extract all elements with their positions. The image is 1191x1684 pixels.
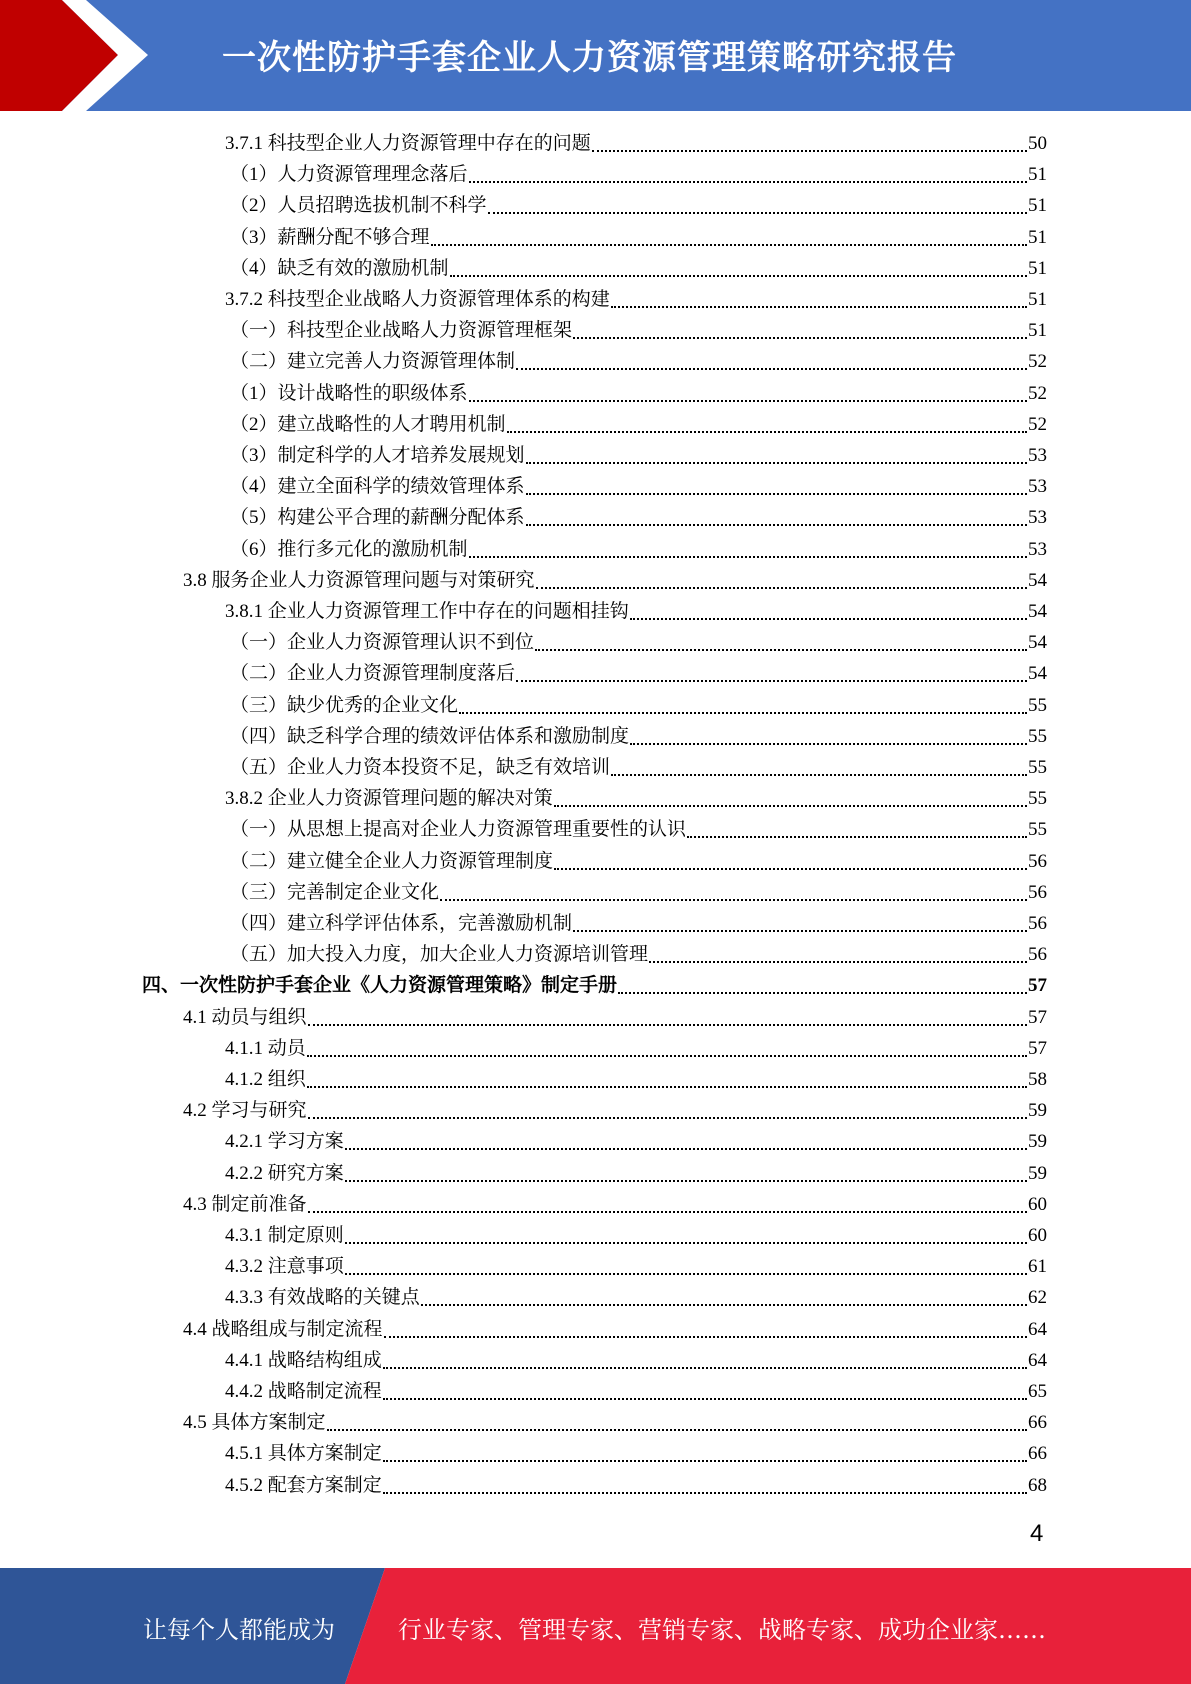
toc-entry-title: 4.4 战略组成与制定流程 — [183, 1318, 383, 1340]
toc-entry-title: 4.4.2 战略制定流程 — [225, 1381, 382, 1402]
toc-dot-leader — [307, 1054, 1027, 1057]
toc-dot-leader — [308, 1210, 1027, 1213]
toc-entry[interactable] — [230, 752, 1047, 783]
page-number: 4 — [1030, 1520, 1044, 1547]
toc-entry-page: 53 — [1028, 445, 1047, 466]
toc-entry-page: 57 — [1028, 975, 1047, 997]
toc-dot-leader — [431, 243, 1027, 246]
toc-entry-page: 61 — [1028, 1256, 1047, 1278]
toc-dot-leader — [649, 960, 1027, 963]
toc-entry-title: 4.2.1 学习方案 — [225, 1131, 344, 1153]
toc-dot-leader — [469, 555, 1027, 558]
toc-entry-title: （四）缺乏科学合理的绩效评估体系和激励制度 — [230, 725, 630, 747]
toc-dot-leader — [592, 149, 1027, 152]
toc-entry-title: 4.3.3 有效战略的关键点 — [225, 1287, 420, 1309]
toc-dot-leader — [308, 1116, 1027, 1119]
toc-dot-leader — [469, 399, 1027, 402]
toc-entry-page: 56 — [1028, 881, 1047, 903]
toc-entry-page: 54 — [1028, 632, 1047, 654]
toc-entry[interactable] — [183, 1407, 1047, 1438]
toc-entry[interactable] — [230, 908, 1047, 939]
toc-entry[interactable] — [183, 1002, 1047, 1033]
toc-entry-page: 59 — [1028, 1100, 1047, 1122]
toc-dot-leader — [526, 492, 1027, 495]
toc-entry-title: 3.7.2 科技型企业战略人力资源管理体系的构建 — [225, 289, 610, 310]
toc-entry-page: 60 — [1028, 1193, 1047, 1215]
toc-entry-page: 56 — [1028, 850, 1047, 872]
toc-entry[interactable] — [230, 877, 1047, 908]
toc-entry[interactable] — [225, 1033, 1047, 1064]
toc-dot-leader — [383, 1459, 1027, 1462]
toc-dot-leader — [450, 274, 1027, 277]
toc-entry-page: 52 — [1028, 413, 1047, 435]
toc-entry-page: 54 — [1028, 569, 1047, 591]
footer-slogan-right: 行业专家、管理专家、营销专家、战略专家、成功企业家…… — [398, 1616, 1046, 1644]
toc-entry-title: （2）人员招聘选拔机制不科学 — [230, 195, 487, 217]
toc-entry-title: （3）薪酬分配不够合理 — [230, 226, 430, 248]
toc-entry-page: 56 — [1028, 944, 1047, 966]
toc-dot-leader — [459, 711, 1027, 714]
toc-dot-leader — [469, 180, 1027, 183]
toc-entry[interactable] — [230, 690, 1047, 721]
toc-entry-title: 3.8.2 企业人力资源管理问题的解决对策 — [225, 788, 553, 810]
toc-dot-leader — [384, 1335, 1027, 1338]
toc-entry-page: 55 — [1028, 725, 1047, 747]
toc-entry-title: （4）缺乏有效的激励机制 — [230, 257, 449, 279]
toc-dot-leader — [345, 1179, 1027, 1182]
toc-entry-title: （1）人力资源管理理念落后 — [230, 164, 468, 186]
toc-entry-title: （三）缺少优秀的企业文化 — [230, 694, 459, 716]
page-header — [0, 0, 1191, 111]
toc-entry[interactable] — [142, 970, 1047, 1001]
toc-entry[interactable] — [225, 1158, 1047, 1189]
toc-entry[interactable] — [230, 846, 1047, 877]
toc-dot-leader — [630, 742, 1027, 745]
toc-entry-page: 66 — [1028, 1412, 1047, 1434]
toc-entry-page: 62 — [1028, 1287, 1047, 1309]
toc-dot-leader — [611, 305, 1027, 308]
toc-entry[interactable] — [230, 534, 1047, 565]
toc-entry[interactable] — [230, 814, 1047, 845]
toc-entry-page: 51 — [1028, 164, 1047, 186]
toc-entry-page: 64 — [1028, 1318, 1047, 1340]
toc-dot-leader — [327, 1428, 1027, 1431]
toc-dot-leader — [516, 367, 1027, 370]
toc-entry[interactable] — [230, 253, 1047, 284]
toc-entry-title: （二）建立完善人力资源管理体制 — [230, 351, 516, 373]
toc-entry-title: 4.1 动员与组织 — [183, 1006, 307, 1028]
toc-entry[interactable] — [230, 346, 1047, 377]
toc-entry[interactable] — [183, 1189, 1047, 1220]
toc-entry[interactable] — [230, 502, 1047, 533]
toc-entry-title: 4.2.2 研究方案 — [225, 1162, 344, 1184]
toc-entry-page: 51 — [1028, 289, 1047, 310]
toc-entry-title: 3.7.1 科技型企业人力资源管理中存在的问题 — [225, 133, 591, 154]
toc-dot-leader — [573, 929, 1027, 932]
toc-entry[interactable] — [230, 627, 1047, 658]
toc-entry-title: （1）设计战略性的职级体系 — [230, 382, 468, 404]
toc-dot-leader — [526, 523, 1027, 526]
toc-entry-title: （五）加大投入力度，加大企业人力资源培训管理 — [230, 944, 649, 966]
toc-entry-title: 4.5.2 配套方案制定 — [225, 1474, 382, 1496]
toc-dot-leader — [535, 648, 1027, 651]
toc-dot-leader — [536, 586, 1027, 589]
toc-entry-title: （一）科技型企业战略人力资源管理框架 — [230, 320, 573, 342]
toc-dot-leader — [440, 898, 1027, 901]
toc-entry-title: （4）建立全面科学的绩效管理体系 — [230, 476, 525, 498]
toc-entry-title: 3.8.1 企业人力资源管理工作中存在的问题相挂钩 — [225, 601, 629, 622]
toc-entry-page: 51 — [1028, 226, 1047, 248]
toc-dot-leader — [345, 1241, 1027, 1244]
toc-entry-page: 53 — [1028, 476, 1047, 498]
toc-entry[interactable] — [225, 1064, 1047, 1095]
toc-entry-title: 4.5.1 具体方案制定 — [225, 1443, 382, 1465]
toc-entry[interactable] — [230, 939, 1047, 970]
toc-entry-title: （5）构建公平合理的薪酬分配体系 — [230, 507, 525, 529]
toc-entry-title: （2）建立战略性的人才聘用机制 — [230, 413, 506, 435]
toc-entry[interactable] — [225, 1470, 1047, 1501]
toc-dot-leader — [345, 1272, 1027, 1275]
toc-entry-page: 56 — [1028, 913, 1047, 934]
toc-dot-leader — [687, 835, 1027, 838]
toc-entry[interactable] — [230, 471, 1047, 502]
toc-entry[interactable] — [230, 440, 1047, 471]
toc-entry-title: 4.3.1 制定原则 — [225, 1225, 344, 1246]
toc-entry-page: 68 — [1028, 1474, 1047, 1496]
toc-entry-page: 65 — [1028, 1381, 1047, 1402]
toc-entry-page: 51 — [1028, 320, 1047, 342]
toc-entry[interactable] — [183, 1095, 1047, 1126]
toc-entry-title: 3.8 服务企业人力资源管理问题与对策研究 — [183, 569, 535, 591]
toc-entry[interactable] — [225, 128, 1047, 159]
toc-entry[interactable] — [183, 1314, 1047, 1345]
toc-entry[interactable] — [230, 378, 1047, 409]
toc-entry-title: （三）完善制定企业文化 — [230, 881, 440, 903]
toc-entry[interactable] — [225, 783, 1047, 814]
toc-entry-page: 57 — [1028, 1037, 1047, 1059]
toc-entry-page: 51 — [1028, 257, 1047, 279]
toc-entry-page: 53 — [1028, 538, 1047, 560]
toc-entry-page: 57 — [1028, 1006, 1047, 1028]
toc-dot-leader — [383, 1397, 1027, 1400]
toc-entry-page: 59 — [1028, 1162, 1047, 1184]
toc-entry[interactable] — [225, 1220, 1047, 1251]
toc-entry-title: （二）建立健全企业人力资源管理制度 — [230, 850, 554, 872]
toc-entry-title: 4.3 制定前准备 — [183, 1193, 307, 1215]
toc-dot-leader — [507, 430, 1027, 433]
toc-dot-leader — [488, 211, 1027, 214]
toc-entry-title: 四、一次性防护手套企业《人力资源管理策略》制定手册 — [142, 975, 618, 997]
toc-dot-leader — [630, 617, 1027, 620]
toc-entry-page: 58 — [1028, 1069, 1047, 1090]
toc-dot-leader — [307, 1085, 1027, 1088]
toc-entry-page: 66 — [1028, 1443, 1047, 1465]
toc-entry-page: 55 — [1028, 694, 1047, 716]
toc-entry-title: 4.3.2 注意事项 — [225, 1256, 344, 1278]
toc-entry[interactable] — [225, 1251, 1047, 1282]
toc-entry-title: 4.1.2 组织 — [225, 1069, 306, 1090]
toc-entry-title: （6）推行多元化的激励机制 — [230, 538, 468, 560]
toc-entry-page: 55 — [1028, 819, 1047, 841]
page-footer — [0, 1568, 1191, 1684]
toc-entry-title: （四）建立科学评估体系，完善激励机制 — [230, 913, 573, 934]
toc-entry-page: 54 — [1028, 663, 1047, 685]
toc-entry[interactable] — [225, 596, 1047, 627]
toc-dot-leader — [573, 336, 1027, 339]
toc-dot-leader — [308, 1023, 1027, 1026]
toc-dot-leader — [383, 1366, 1027, 1369]
toc-dot-leader — [618, 991, 1027, 994]
toc-entry[interactable] — [225, 1282, 1047, 1313]
toc-entry-page: 60 — [1028, 1225, 1047, 1246]
footer-slogan-left: 让每个人都能成为 — [143, 1616, 335, 1644]
toc-entry[interactable] — [230, 222, 1047, 253]
toc-entry[interactable] — [183, 565, 1047, 596]
toc-dot-leader — [554, 867, 1027, 870]
toc-entry-title: （3）制定科学的人才培养发展规划 — [230, 445, 525, 466]
toc-entry-page: 54 — [1028, 601, 1047, 622]
toc-entry-page: 52 — [1028, 382, 1047, 404]
toc-entry[interactable] — [225, 1345, 1047, 1376]
toc-dot-leader — [345, 1147, 1027, 1150]
toc-entry-title: 4.2 学习与研究 — [183, 1100, 307, 1122]
toc-entry-title: 4.5 具体方案制定 — [183, 1412, 326, 1434]
toc-entry-page: 55 — [1028, 757, 1047, 778]
toc-entry[interactable] — [225, 284, 1047, 315]
toc-entry-page: 64 — [1028, 1349, 1047, 1371]
toc-entry-title: （一）从思想上提高对企业人力资源管理重要性的认识 — [230, 819, 687, 841]
toc-entry[interactable] — [230, 658, 1047, 689]
toc-entry-page: 50 — [1028, 133, 1047, 154]
toc-entry[interactable] — [230, 315, 1047, 346]
toc-dot-leader — [421, 1303, 1027, 1306]
toc-entry[interactable] — [225, 1376, 1047, 1407]
toc-entry-title: （五）企业人力资本投资不足，缺乏有效培训 — [230, 757, 611, 778]
toc-entry[interactable] — [225, 1438, 1047, 1469]
toc-entry-title: （二）企业人力资源管理制度落后 — [230, 663, 516, 685]
document-title: 一次性防护手套企业人力资源管理策略研究报告 — [222, 38, 957, 78]
toc-dot-leader — [526, 461, 1027, 464]
toc-entry-page: 52 — [1028, 351, 1047, 373]
toc-dot-leader — [516, 679, 1027, 682]
toc-entry[interactable] — [230, 721, 1047, 752]
toc-entry[interactable] — [230, 409, 1047, 440]
toc-entry-page: 51 — [1028, 195, 1047, 217]
toc-entry[interactable] — [230, 190, 1047, 221]
toc-entry-title: 4.4.1 战略结构组成 — [225, 1349, 382, 1371]
toc-dot-leader — [554, 804, 1027, 807]
toc-entry-page: 59 — [1028, 1131, 1047, 1153]
toc-entry-page: 53 — [1028, 507, 1047, 529]
toc-entry-title: （一）企业人力资源管理认识不到位 — [230, 632, 535, 654]
toc-entry-title: 4.1.1 动员 — [225, 1037, 306, 1059]
toc-entry[interactable] — [230, 159, 1047, 190]
toc-entry-page: 55 — [1028, 788, 1047, 810]
toc-dot-leader — [383, 1491, 1027, 1494]
toc-entry[interactable] — [225, 1126, 1047, 1157]
toc-dot-leader — [611, 773, 1027, 776]
